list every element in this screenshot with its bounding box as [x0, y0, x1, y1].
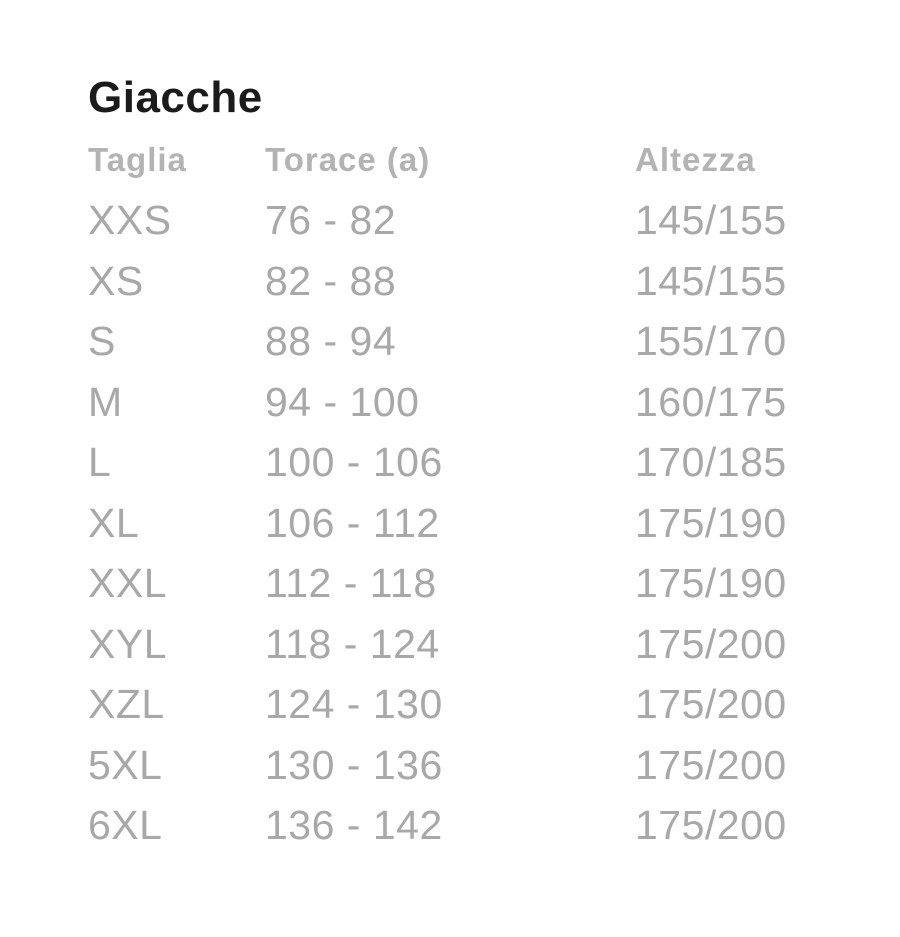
- table-row: [88, 735, 855, 796]
- height-range-cell: 175/200: [635, 802, 787, 849]
- column-header-torace: Torace (a): [265, 141, 431, 179]
- chest-range-cell: 136 - 142: [265, 802, 443, 849]
- chest-range-cell: 112 - 118: [265, 560, 437, 607]
- height-range-cell: 170/185: [635, 439, 787, 486]
- table-row: [88, 433, 855, 494]
- size-cell: XXL: [88, 560, 167, 607]
- chest-range-cell: 94 - 100: [265, 378, 420, 425]
- size-cell: L: [88, 439, 112, 486]
- chest-range-cell: 130 - 136: [265, 741, 443, 788]
- table-row: [88, 554, 855, 615]
- chest-range-cell: 100 - 106: [265, 439, 443, 486]
- chest-range-cell: 118 - 124: [265, 620, 440, 667]
- table-row: [88, 251, 855, 312]
- height-range-cell: 160/175: [635, 378, 787, 425]
- height-range-cell: 175/200: [635, 620, 787, 667]
- chest-range-cell: 106 - 112: [265, 499, 440, 546]
- header-row: [88, 130, 855, 191]
- table-row: [88, 191, 855, 252]
- chest-range-cell: 82 - 88: [265, 257, 397, 304]
- size-table: [88, 130, 855, 856]
- chest-range-cell: 76 - 82: [265, 197, 397, 244]
- size-table-header: [88, 130, 855, 191]
- chest-range-cell: 124 - 130: [265, 681, 443, 728]
- column-header-altezza: Altezza: [635, 141, 756, 179]
- size-cell: XS: [88, 257, 144, 304]
- height-range-cell: 145/155: [635, 197, 787, 244]
- height-range-cell: 175/200: [635, 681, 787, 728]
- height-range-cell: 145/155: [635, 257, 787, 304]
- size-cell: 6XL: [88, 802, 163, 849]
- chest-range-cell: 88 - 94: [265, 318, 397, 365]
- size-cell: S: [88, 318, 116, 365]
- height-range-cell: 175/190: [635, 560, 787, 607]
- size-cell: XL: [88, 499, 140, 546]
- size-cell: M: [88, 378, 123, 425]
- table-row: [88, 372, 855, 433]
- table-row: [88, 796, 855, 857]
- size-cell: XXS: [88, 197, 172, 244]
- height-range-cell: 155/170: [635, 318, 787, 365]
- size-cell: 5XL: [88, 741, 163, 788]
- table-row: [88, 614, 855, 675]
- table-row: [88, 675, 855, 736]
- page-title: Giacche: [88, 73, 263, 122]
- size-table-body: [88, 191, 855, 857]
- table-row: [88, 312, 855, 373]
- size-cell: XYL: [88, 620, 167, 667]
- size-cell: XZL: [88, 681, 165, 728]
- table-row: [88, 493, 855, 554]
- height-range-cell: 175/200: [635, 741, 787, 788]
- column-header-taglia: Taglia: [88, 141, 187, 179]
- height-range-cell: 175/190: [635, 499, 787, 546]
